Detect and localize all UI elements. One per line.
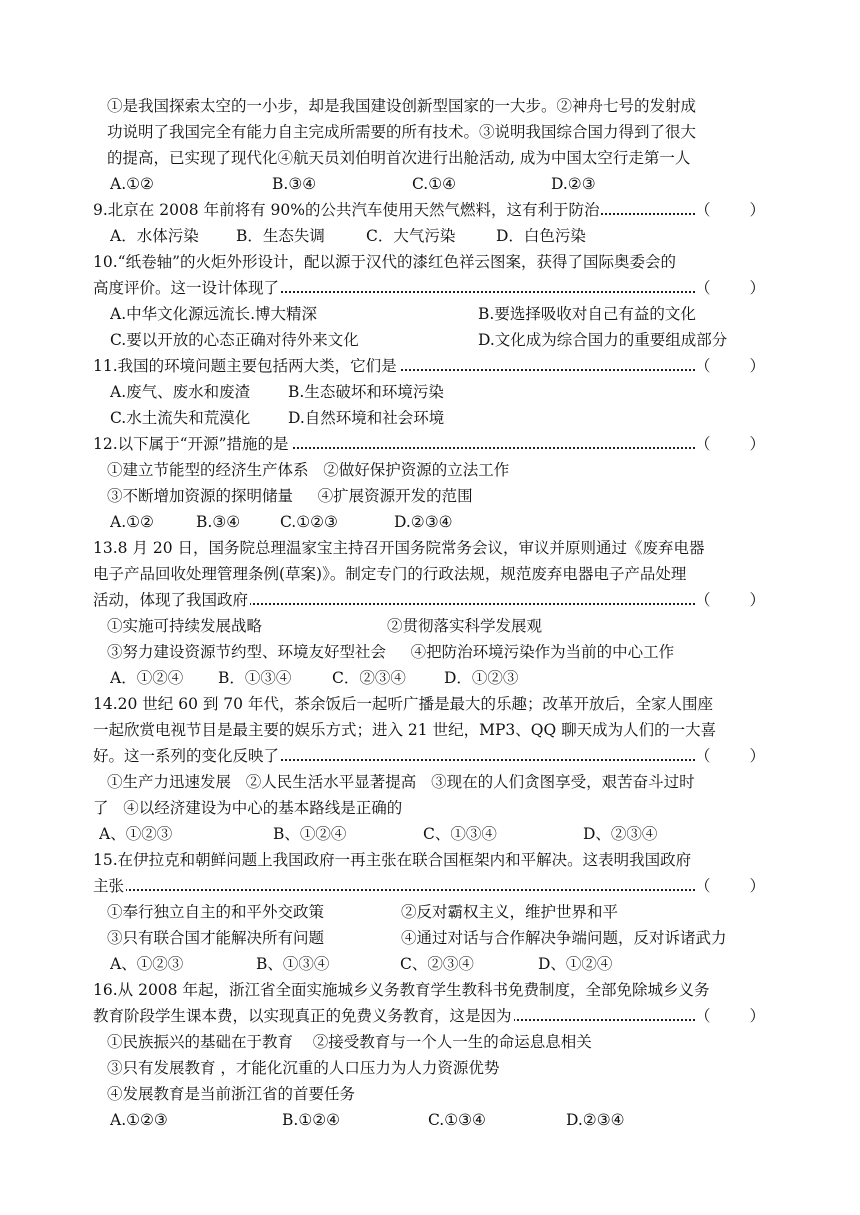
q12-statements-2: ③不断增加资源的探明储量 ④扩展资源开发的范围 bbox=[107, 487, 473, 505]
q10-option-a[interactable]: A.中华文化源远流长.博大精深 bbox=[110, 305, 318, 323]
q11-option-a[interactable]: A.废气、废水和废渣 bbox=[110, 383, 251, 401]
q14-statements-1: ①生产力迅速发展 ②人民生活水平显著提高 ③现在的人们贪图享受，艰苦奋斗过时 bbox=[107, 773, 695, 791]
question-12 bbox=[93, 432, 767, 456]
q16-statements-2: ③只有发展教育 ，才能化沉重的人口压力为人力资源优势 bbox=[107, 1059, 500, 1077]
answer-blank[interactable]: （ ） bbox=[695, 1004, 767, 1028]
question-9 bbox=[93, 198, 767, 222]
q14-option-a[interactable]: A、①②③ bbox=[99, 825, 173, 843]
q14-statements-2: 了 ④以经济建设为中心的基本路线是正确的 bbox=[93, 799, 403, 817]
dot-leader bbox=[93, 889, 695, 891]
q8-statement-line-1: ①是我国探索太空的一小步，却是我国建设创新型国家的一大步。②神舟七号的发射成 bbox=[107, 97, 697, 115]
q14-option-d[interactable]: D、②③④ bbox=[583, 825, 658, 843]
q8-options bbox=[110, 172, 770, 196]
q11-stem: 11.我国的环境问题主要包括两大类，它们是 bbox=[93, 357, 397, 375]
question-10 bbox=[93, 276, 767, 300]
q13-option-a[interactable]: A．①②④ bbox=[110, 669, 184, 687]
q13-options bbox=[110, 666, 770, 690]
q12-options bbox=[110, 510, 770, 534]
question-14 bbox=[93, 744, 767, 768]
q13-statement-1: ①实施可持续发展战略 bbox=[107, 617, 263, 635]
q16-options bbox=[110, 1108, 770, 1132]
q11-option-d[interactable]: D.自然环境和社会环境 bbox=[288, 409, 445, 427]
q8-option-c[interactable]: C.①④ bbox=[412, 175, 457, 193]
q15-option-c[interactable]: C、②③④ bbox=[400, 955, 474, 973]
q16-stem-line-1: 16.从 2008 年起，浙江省全面实施城乡义务教育学生教科书免费制度，全部免除城乡义务 bbox=[93, 981, 710, 999]
q8-option-d[interactable]: D.②③ bbox=[551, 175, 596, 193]
answer-blank[interactable]: （ ） bbox=[695, 432, 767, 456]
q15-stem-line-1: 15.在伊拉克和朝鲜问题上我国政府一再主张在联合国框架内和平解决。这表明我国政府 bbox=[93, 851, 692, 869]
answer-blank[interactable]: （ ） bbox=[695, 588, 767, 612]
q12-option-a[interactable]: A.①② bbox=[110, 513, 154, 531]
q10-stem-line-2: 高度评价。这一设计体现了 bbox=[93, 279, 280, 297]
q16-option-b[interactable]: B.①②④ bbox=[282, 1111, 341, 1129]
question-11 bbox=[93, 354, 767, 378]
q15-statement-1: ①奉行独立自主的和平外交政策 bbox=[107, 903, 325, 921]
q15-option-b[interactable]: B、①③④ bbox=[256, 955, 330, 973]
q10-option-c[interactable]: C.要以开放的心态正确对待外来文化 bbox=[110, 331, 359, 349]
q12-option-c[interactable]: C.①②③ bbox=[280, 513, 338, 531]
q11-options-row-1 bbox=[110, 380, 770, 404]
answer-blank[interactable]: （ ） bbox=[695, 354, 767, 378]
q10-stem-line-1: 10.“纸卷轴”的火炬外形设计，配以源于汉代的漆红色祥云图案，获得了国际奥委会的 bbox=[93, 253, 677, 271]
q13-statement-2: ②贯彻落实科学发展观 bbox=[387, 617, 543, 635]
q8-statement-line-3: 的提高，已实现了现代化④航天员刘伯明首次进行出舱活动, 成为中国太空行走第一人 bbox=[107, 149, 691, 167]
answer-blank[interactable]: （ ） bbox=[695, 874, 767, 898]
q14-stem-line-1: 14.20 世纪 60 到 70 年代，茶余饭后一起听广播是最大的乐趣；改革开放后，全家人围座 bbox=[93, 695, 713, 713]
answer-blank[interactable]: （ ） bbox=[695, 198, 767, 222]
q10-option-b[interactable]: B.要选择吸收对自己有益的文化 bbox=[478, 305, 696, 323]
q14-option-c[interactable]: C、①③④ bbox=[423, 825, 497, 843]
q14-options bbox=[99, 822, 759, 846]
q14-stem-line-3: 好。这一系列的变化反映了 bbox=[93, 747, 280, 765]
q15-statements-1 bbox=[107, 900, 767, 924]
q16-stem-line-2: 教育阶段学生课本费，以实现真正的免费义务教育，这是因为 bbox=[93, 1007, 512, 1025]
q16-option-a[interactable]: A.①②③ bbox=[110, 1111, 168, 1129]
q11-options-row-2 bbox=[110, 406, 770, 430]
q13-statements-1 bbox=[107, 614, 767, 638]
q9-stem: 9.北京在 2008 年前将有 90%的公共汽车使用天然气燃料，这有利于防治 bbox=[93, 201, 600, 219]
q9-option-a[interactable]: A．水体污染 bbox=[110, 227, 199, 245]
question-13 bbox=[93, 588, 767, 612]
q16-statements-3: ④发展教育是当前浙江省的首要任务 bbox=[107, 1085, 356, 1103]
q14-stem-line-2: 一起欣赏电视节目是最主要的娱乐方式；进入 21 世纪，MP3、QQ 聊天成为人们的一大喜 bbox=[93, 721, 717, 739]
q15-option-a[interactable]: A、①②③ bbox=[110, 955, 184, 973]
q8-statement-line-2: 功说明了我国完全有能力自主完成所需要的所有技术。③说明我国综合国力得到了很大 bbox=[107, 123, 697, 141]
question-16 bbox=[93, 1004, 767, 1028]
answer-blank[interactable]: （ ） bbox=[695, 744, 767, 768]
q13-stem-line-1: 13.8 月 20 日，国务院总理温家宝主持召开国务院常务会议，审议并原则通过《废弃电器 bbox=[93, 539, 705, 557]
q16-statements-1: ①民族振兴的基础在于教育 ②接受教育与一个人一生的命运息息相关 bbox=[107, 1033, 592, 1051]
q9-option-b[interactable]: B．生态失调 bbox=[236, 227, 325, 245]
q9-option-d[interactable]: D．白色污染 bbox=[496, 227, 586, 245]
q13-option-b[interactable]: B．①③④ bbox=[218, 669, 292, 687]
q13-option-c[interactable]: C．②③④ bbox=[332, 669, 406, 687]
q9-options bbox=[110, 224, 770, 248]
q13-stem-line-3: 活动，体现了我国政府 bbox=[93, 591, 249, 609]
q10-options-row-1 bbox=[110, 302, 770, 326]
q14-option-b[interactable]: B、①②④ bbox=[273, 825, 347, 843]
q12-option-d[interactable]: D.②③④ bbox=[394, 513, 453, 531]
q8-option-a[interactable]: A.①② bbox=[110, 175, 154, 193]
q10-options-row-2 bbox=[110, 328, 770, 352]
q12-stem: 12.以下属于“开源”措施的是 bbox=[93, 435, 289, 453]
q15-statement-3: ③只有联合国才能解决所有问题 bbox=[107, 929, 325, 947]
q12-option-b[interactable]: B.③④ bbox=[196, 513, 241, 531]
q15-statement-4: ④通过对话与合作解决争端问题，反对诉诸武力 bbox=[401, 929, 727, 947]
q15-statement-2: ②反对霸权主义，维护世界和平 bbox=[401, 903, 619, 921]
answer-blank[interactable]: （ ） bbox=[695, 276, 767, 300]
q16-option-c[interactable]: C.①③④ bbox=[428, 1111, 486, 1129]
q13-statements-2: ③努力建设资源节约型、环境友好型社会 ④把防治环境污染作为当前的中心工作 bbox=[107, 643, 675, 661]
q15-stem-line-2: 主张 bbox=[93, 877, 125, 895]
q16-option-d[interactable]: D.②③④ bbox=[566, 1111, 625, 1129]
q9-option-c[interactable]: C．大气污染 bbox=[366, 227, 456, 245]
q15-statements-2 bbox=[107, 926, 767, 950]
q15-options bbox=[110, 952, 770, 976]
q13-option-d[interactable]: D．①②③ bbox=[444, 669, 519, 687]
q15-option-d[interactable]: D、①②④ bbox=[538, 955, 613, 973]
q12-statements-1: ①建立节能型的经济生产体系 ②做好保护资源的立法工作 bbox=[107, 461, 510, 479]
q11-option-c[interactable]: C.水土流失和荒漠化 bbox=[110, 409, 251, 427]
question-15 bbox=[93, 874, 767, 898]
q11-option-b[interactable]: B.生态破坏和环境污染 bbox=[288, 383, 444, 401]
q10-option-d[interactable]: D.文化成为综合国力的重要组成部分 bbox=[478, 331, 728, 349]
q8-option-b[interactable]: B.③④ bbox=[272, 175, 317, 193]
q13-stem-line-2: 电子产品回收处理管理条例(草案)》。制定专门的行政法规，规范废弃电器电子产品处理 bbox=[93, 565, 687, 583]
